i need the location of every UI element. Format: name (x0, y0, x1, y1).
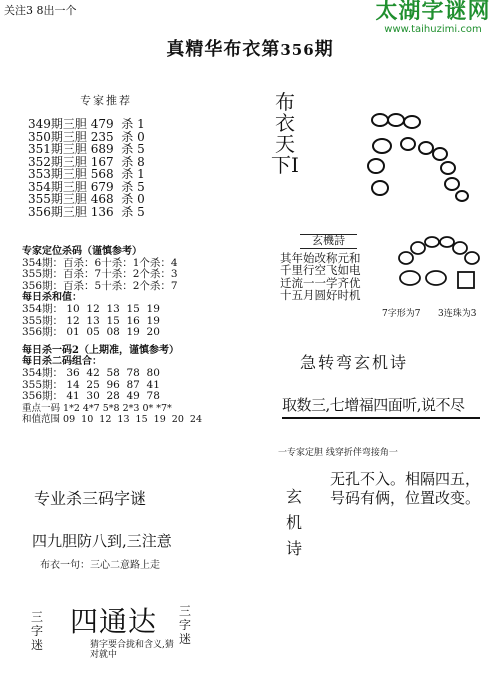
xuanji-line: 号码有俩，位置改变。 (330, 489, 481, 507)
key-code-row: 重点一码 1*2 4*7 5*8 2*3 0* *7* (22, 402, 172, 414)
position-heading: 专家定位杀码（谨慎参考） (22, 246, 142, 257)
logo-url: www.taihuzimi.com (384, 24, 482, 35)
expert-row: 354期三胆 679 杀 5 (28, 179, 145, 194)
one-code-heading: 每日杀一码2（上期准，谨慎参考） (22, 344, 179, 356)
expert-dashed-line: 一专家定胆 线穿折伴弯接角一 (278, 448, 398, 458)
position-row: 356期：百杀：5十杀：2个杀：7 (22, 279, 178, 292)
jizhuan-title: 急转弯玄机诗 (300, 353, 409, 372)
poem-line: 千里行空飞如电 (280, 263, 361, 277)
position-row: 354期：百杀：6十杀：1个杀：4 (22, 256, 178, 269)
caption-seven: 7字形为7 (382, 309, 421, 319)
expert-row: 351期三胆 689 杀 5 (28, 142, 145, 156)
two-code-row: 355期： 14 25 96 87 41 (22, 378, 160, 391)
caption-three: 3连珠为3 (438, 309, 477, 319)
sum-row: 356期： 01 05 08 19 20 (22, 326, 160, 339)
riddle-note: 猜字要合拢和含义,猜对就中 (90, 640, 174, 660)
poem-line: 迁流一一学齐优 (280, 275, 361, 290)
title-issue: 356 (280, 41, 315, 59)
expert-heading: 专家推荐 (80, 94, 132, 107)
riddle-big-text: 四通达 (70, 605, 158, 638)
right-vertical-label: 三字迷 (178, 604, 191, 646)
two-code-heading: 每日杀二码组合： (22, 356, 102, 368)
sum-range-row: 和值范围 09 10 12 13 15 19 20 24 (22, 414, 203, 426)
expert-row: 352期三胆 167 杀 8 (28, 154, 145, 169)
xuanji-vertical-label: 玄机诗 (285, 487, 302, 558)
xuanji-poem (330, 470, 480, 508)
poem-heading: 玄機詩 (300, 234, 357, 249)
xuanji-line: 无孔不入。相隔四五， (330, 470, 481, 488)
expert-row: 356期三胆 136 杀 5 (28, 204, 145, 219)
figure-illustration (360, 108, 480, 218)
jizhuan-banner: 取数三,七增福四面听,说不尽 (282, 394, 480, 419)
sum-row: 355期： 12 13 15 16 19 (22, 314, 160, 327)
expert-row: 350期三胆 235 杀 0 (28, 129, 145, 144)
poem-box (280, 234, 361, 302)
title-suffix: 期 (314, 39, 334, 60)
title-prefix: 真精华布衣第 (166, 39, 281, 60)
poem-line: 十五月圆好时机 (280, 288, 361, 302)
expert-row: 355期三胆 468 杀 0 (28, 192, 145, 206)
logo-text: 太湖字谜网 (375, 0, 491, 24)
page-title (0, 35, 500, 61)
sum-row: 354期： 10 12 13 15 19 (22, 302, 160, 315)
kill-riddle-title: 专业杀三码字谜 (34, 489, 147, 508)
position-kill-block (22, 246, 202, 426)
expert-row: 349期三胆 479 杀 1 (28, 117, 145, 131)
expert-row: 353期三胆 568 杀 1 (28, 167, 145, 181)
poem-line: 其年始改称元和 (280, 250, 361, 265)
kill-riddle-line2: 布衣一句：三心二意路上走 (40, 560, 160, 571)
expert-list (28, 118, 145, 218)
sum-heading: 每日杀和值： (22, 292, 82, 304)
left-vertical-label: 三字迷 (30, 610, 43, 652)
two-code-row: 354期： 36 42 58 78 80 (22, 366, 160, 379)
kill-riddle-line1: 四九胆防八到,三注意 (32, 532, 172, 550)
bead-chain-illustration (392, 236, 484, 298)
buyi-vertical-title: 布衣天下I (271, 90, 299, 177)
site-logo[interactable] (368, 0, 498, 40)
two-code-row: 356期： 41 30 28 49 78 (22, 390, 160, 403)
position-row: 355期：百杀：7十杀：2个杀：3 (22, 268, 178, 281)
top-note: 关注3 8出一个 (4, 4, 77, 17)
